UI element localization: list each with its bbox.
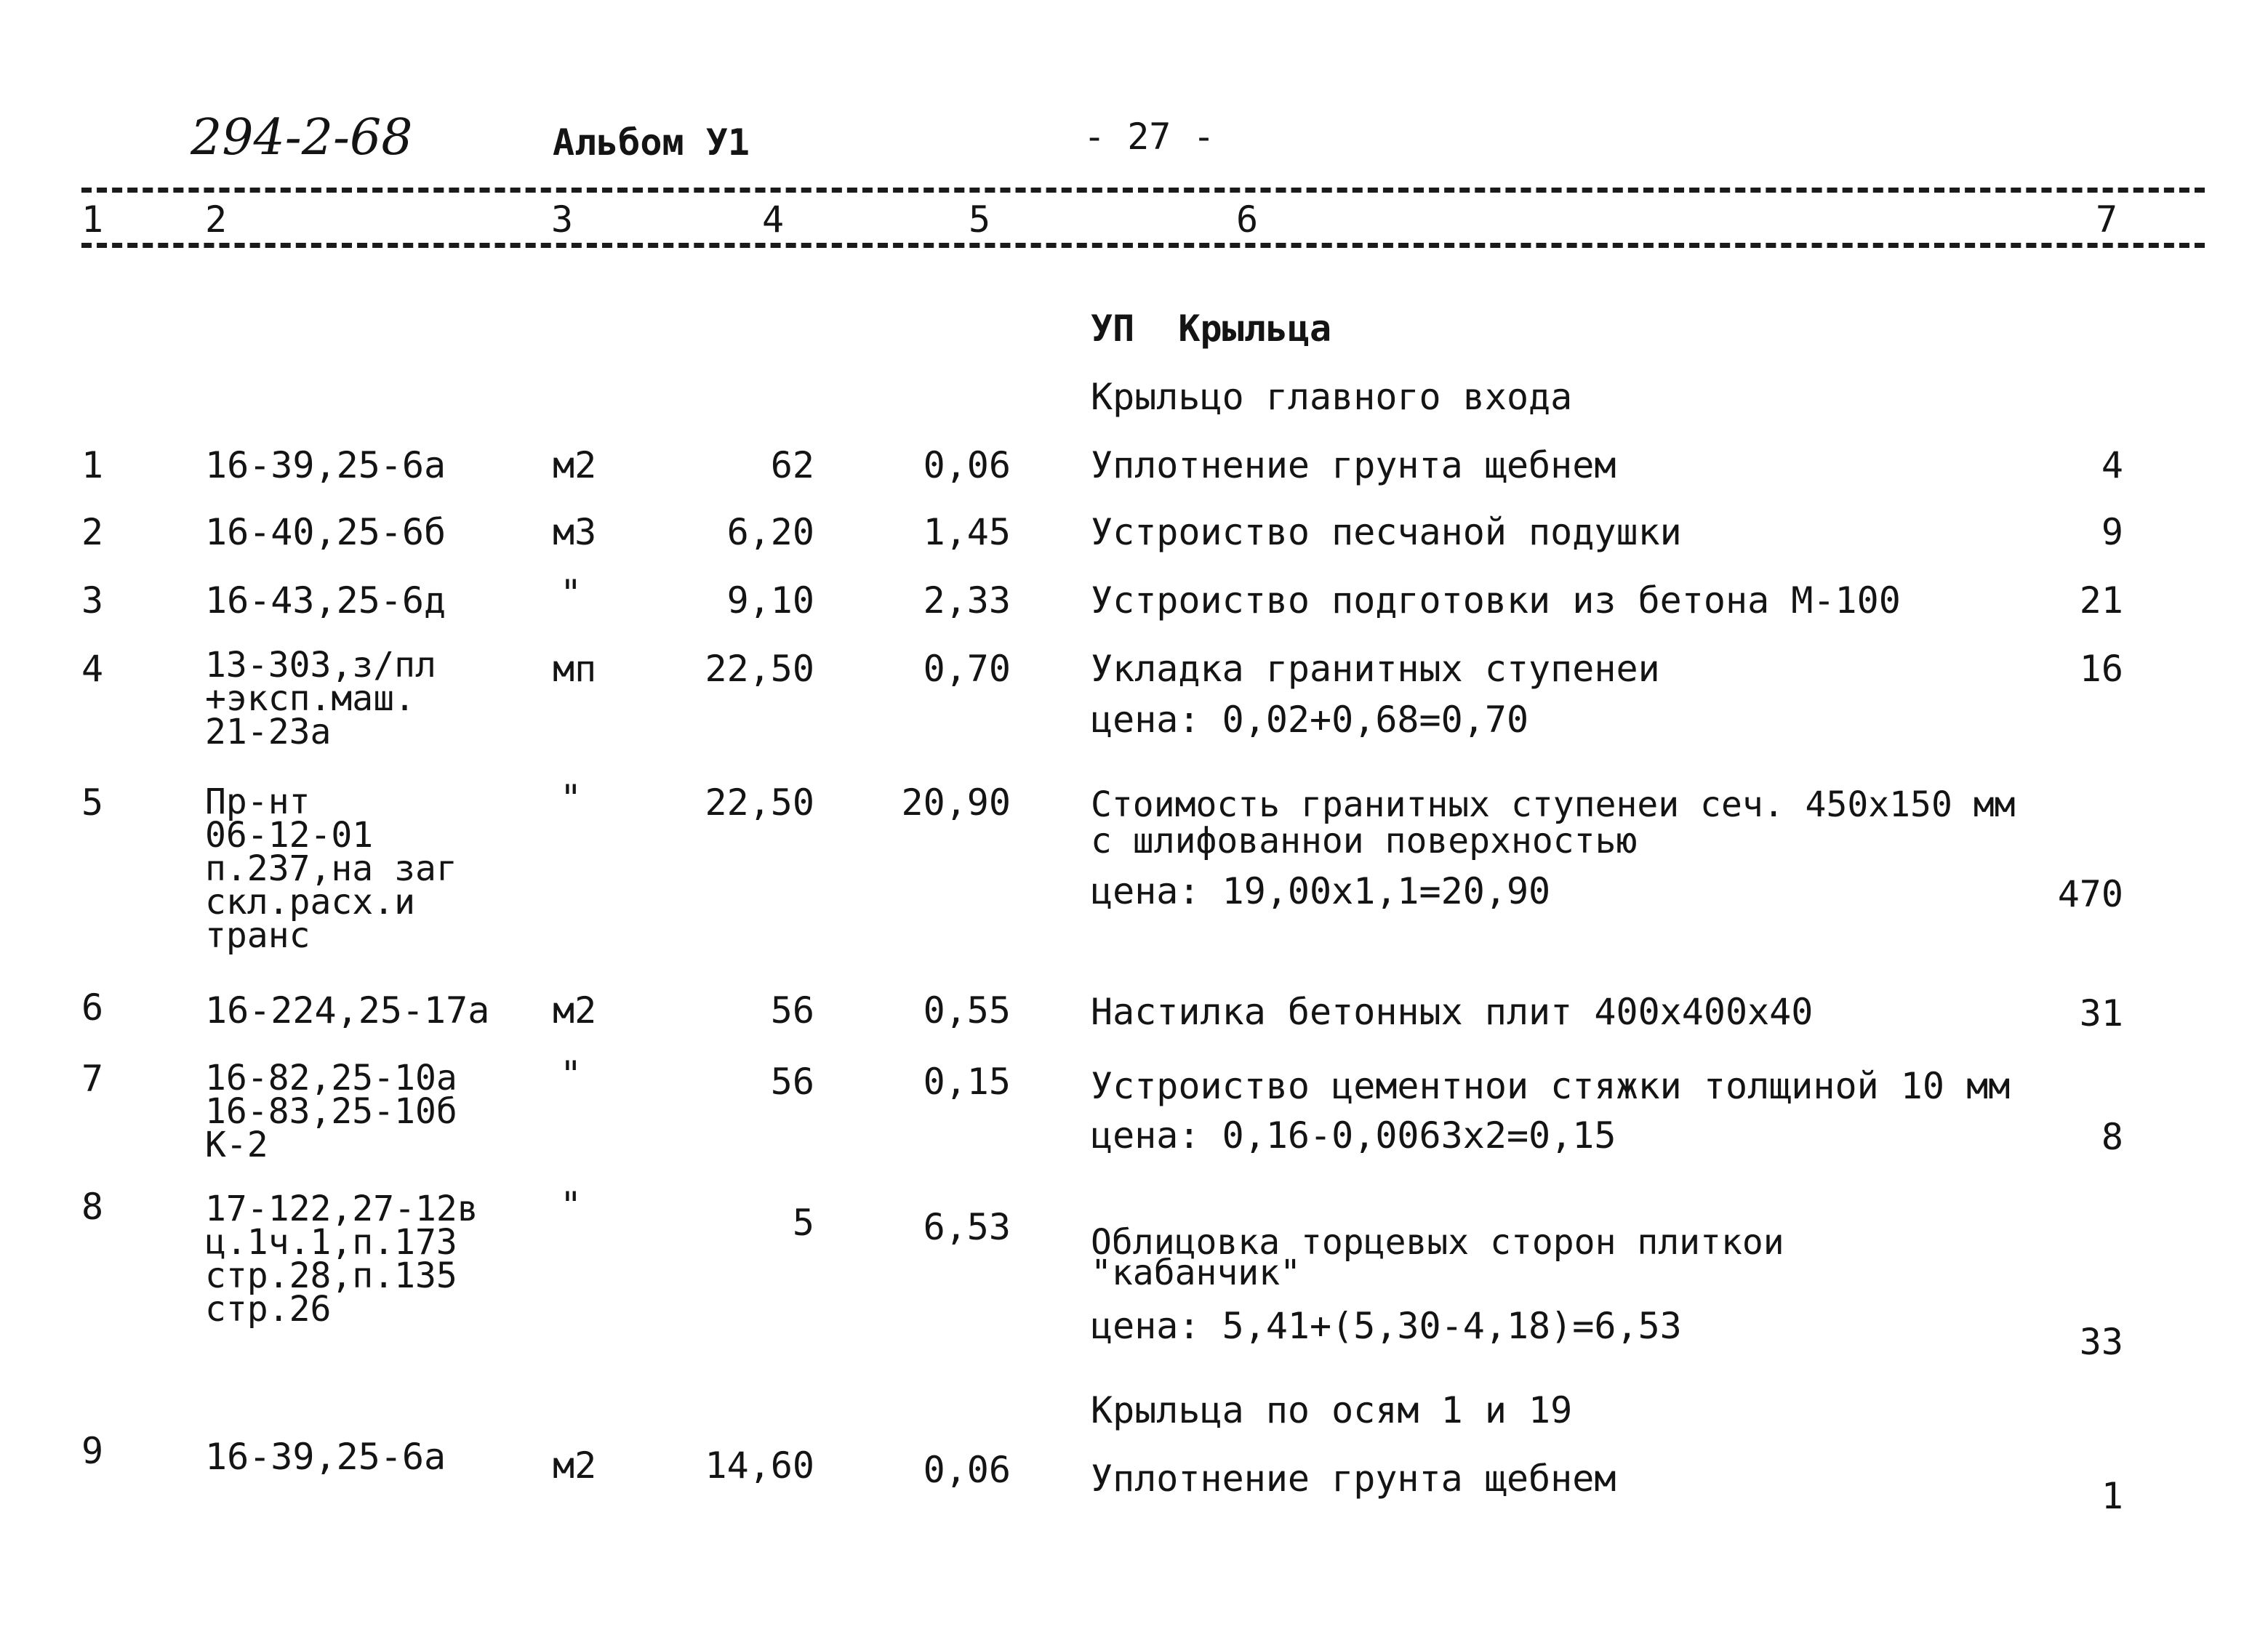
row-code: 16-224,25-17а: [205, 989, 490, 1032]
row-description: Устроиство песчаной подушки: [1091, 511, 1682, 553]
header-rule-bottom: [81, 243, 2205, 248]
row-total: 31: [2079, 992, 2123, 1034]
document-number: 294-2-68: [191, 109, 413, 166]
row-code-line: стр.26: [205, 1289, 332, 1330]
row-price: 1,45: [923, 511, 1011, 553]
row-code-line: стр.28,п.135: [205, 1255, 457, 1296]
row-description: Устроиство подготовки из бетона М-100: [1091, 579, 1901, 622]
row-code-line: Пр-нт: [205, 781, 310, 822]
row-price-formula: цена: 19,00х1,1=20,90: [1091, 870, 1551, 912]
row-number: 1: [81, 444, 104, 486]
column-header-5: 5: [969, 198, 991, 241]
row-code: 16-39,25-6а: [205, 444, 446, 486]
header-rule-top: [81, 188, 2205, 193]
row-total: 470: [2057, 873, 2123, 915]
row-code-line: п.237,на заг: [205, 848, 457, 889]
row-total: 16: [2079, 648, 2123, 690]
row-code-line: 16-83,25-10б: [205, 1091, 457, 1132]
row-unit: мп: [553, 648, 597, 690]
row-price-formula: цена: 5,41+(5,30-4,18)=6,53: [1091, 1305, 1682, 1347]
row-total: 21: [2079, 579, 2123, 622]
row-code-line: 17-122,27-12в: [205, 1189, 478, 1229]
row-price: 2,33: [923, 579, 1011, 622]
row-quantity: 9,10: [726, 579, 814, 622]
row-total: 9: [2101, 511, 2123, 553]
row-number: 7: [81, 1058, 104, 1100]
row-price: 20,90: [901, 781, 1011, 824]
row-number: 4: [81, 648, 104, 690]
row-unit: м2: [553, 444, 597, 486]
row-unit: м2: [553, 1444, 597, 1487]
row-price: 0,55: [923, 989, 1011, 1032]
row-code: 16-43,25-6д: [205, 579, 446, 622]
row-price-formula: цена: 0,02+0,68=0,70: [1091, 699, 1529, 741]
row-price: 0,70: [923, 648, 1011, 690]
row-number: 6: [81, 986, 104, 1029]
album-label: Альбом У1: [553, 121, 750, 164]
row-number: 5: [81, 781, 104, 824]
row-description: "кабанчик": [1091, 1253, 1301, 1293]
row-unit: ": [560, 777, 582, 819]
row-code-line: +эксп.маш.: [205, 678, 415, 719]
section-subtitle-axes: Крыльца по осям 1 и 19: [1091, 1389, 1573, 1431]
row-unit: ": [560, 572, 582, 614]
page-number: - 27 -: [1083, 116, 1215, 158]
row-quantity: 62: [770, 444, 814, 486]
row-total: 1: [2101, 1475, 2123, 1517]
row-quantity: 22,50: [705, 648, 814, 690]
column-header-2: 2: [205, 198, 228, 241]
row-description: Уплотнение грунта щебнем: [1091, 444, 1616, 486]
row-price: 6,53: [923, 1206, 1011, 1248]
row-code-line: 13-303,з/пл: [205, 645, 436, 686]
row-code-line: 21-23а: [205, 712, 332, 752]
row-unit: ": [560, 1184, 582, 1226]
row-code-line: ц.1ч.1,п.173: [205, 1222, 457, 1263]
row-description: Устроиство цементнои стяжки толщиной 10 мм: [1091, 1065, 2011, 1107]
row-unit: м2: [553, 989, 597, 1032]
row-number: 9: [81, 1430, 104, 1472]
column-header-7: 7: [2096, 198, 2118, 241]
row-price: 0,06: [923, 444, 1011, 486]
row-number: 2: [81, 511, 104, 553]
row-code-line: К-2: [205, 1125, 268, 1165]
row-number: 8: [81, 1186, 104, 1228]
row-unit: ": [560, 1053, 582, 1096]
row-code-line: транс: [205, 915, 310, 956]
row-price-formula: цена: 0,16-0,0063х2=0,15: [1091, 1114, 1616, 1157]
section-subtitle: Крыльцо главного входа: [1091, 376, 1573, 418]
column-header-1: 1: [81, 198, 104, 241]
column-header-4: 4: [762, 198, 785, 241]
row-description: Облицовка торцевых сторон плиткои: [1091, 1222, 1784, 1263]
row-code-line: 06-12-01: [205, 815, 374, 856]
row-code-line: 16-82,25-10а: [205, 1058, 457, 1098]
row-description: Настилка бетонных плит 400х400х40: [1091, 991, 1814, 1033]
row-description: Укладка гранитных ступенеи: [1091, 648, 1660, 690]
row-code-line: скл.расх.и: [205, 882, 415, 923]
row-quantity: 56: [770, 989, 814, 1032]
row-description: Уплотнение грунта щебнем: [1091, 1458, 1616, 1500]
row-price: 0,15: [923, 1061, 1011, 1103]
row-unit: м3: [553, 511, 597, 553]
column-header-3: 3: [551, 198, 574, 241]
row-price: 0,06: [923, 1449, 1011, 1491]
row-quantity: 5: [792, 1202, 814, 1244]
row-description: Стоимость гранитных ступенеи сеч. 450х150 мм: [1091, 784, 2016, 825]
row-quantity: 6,20: [726, 511, 814, 553]
row-total: 8: [2101, 1116, 2123, 1158]
row-quantity: 22,50: [705, 781, 814, 824]
row-quantity: 56: [770, 1061, 814, 1103]
row-description: с шлифованнои поверхностью: [1091, 821, 1638, 861]
row-code: 16-39,25-6а: [205, 1436, 446, 1478]
section-title: УП Крыльца: [1091, 308, 1332, 350]
row-total: 33: [2079, 1321, 2123, 1363]
row-number: 3: [81, 579, 104, 622]
column-header-6: 6: [1236, 198, 1259, 241]
row-quantity: 14,60: [705, 1444, 814, 1487]
row-code: 16-40,25-6б: [205, 511, 446, 553]
row-total: 4: [2101, 444, 2123, 486]
